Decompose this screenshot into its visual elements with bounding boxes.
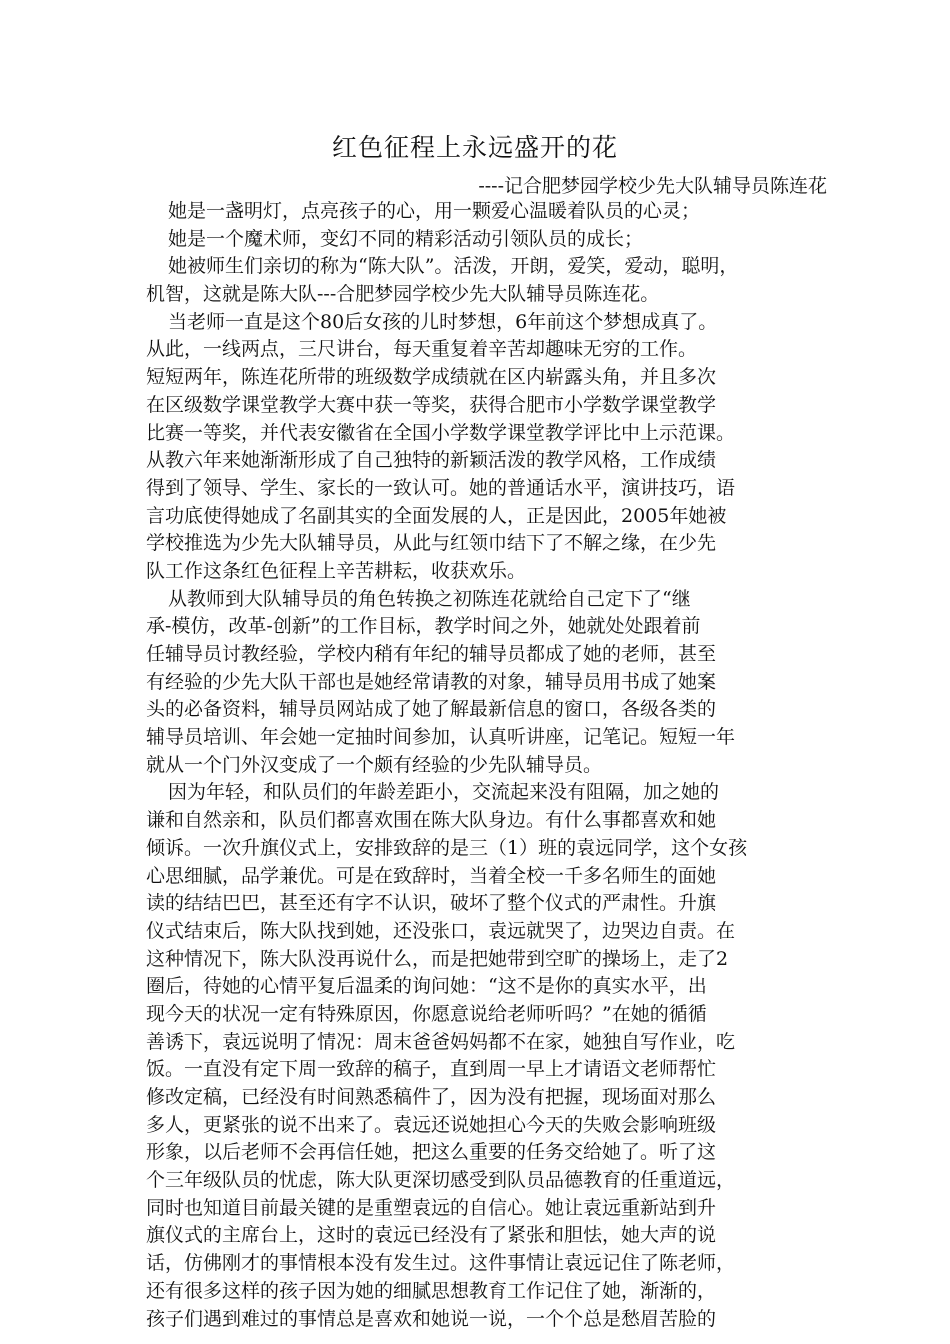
text-line: 得到了领导、学生、家长的一致认可。她的普通话水平，演讲技巧，语 [146, 476, 736, 499]
text-line: 同时也知道目前最关键的是重塑袁远的自信心。她让袁远重新站到升 [146, 1196, 717, 1219]
text-line: 这种情况下，陈大队没再说什么，而是把她带到空旷的操场上，走了2 [146, 947, 729, 970]
text-line: 饭。一直没有定下周一致辞的稿子，直到周一早上才请语文老师帮忙 [146, 1058, 717, 1081]
text-line: 倾诉。一次升旗仪式上，安排致辞的是三（1）班的袁远同学，这个女孩 [146, 836, 748, 859]
document-title: 红色征程上永远盛开的花 [331, 133, 618, 162]
text-line: 她是一个魔术师，变幻不同的精彩活动引领队员的成长； [168, 227, 644, 250]
text-line: 读的结结巴巴，甚至还有字不认识，破坏了整个仪式的严肃性。升旗 [146, 892, 717, 915]
text-line: 因为年轻，和队员们的年龄差距小，交流起来没有阻隔，加之她的 [168, 781, 720, 804]
text-line: 修改定稿，已经没有时间熟悉稿件了，因为没有把握，现场面对那么 [146, 1086, 717, 1108]
text-line: 话，仿佛刚才的事情根本没有发生过。这件事情让袁远记住了陈老师， [146, 1252, 736, 1275]
text-line: 善诱下，袁远说明了情况：周末爸爸妈妈都不在家，她独自写作业，吃 [146, 1030, 736, 1053]
text-line: 学校推选为少先大队辅导员，从此与红领巾结下了不解之缘，在少先 [146, 532, 717, 555]
text-line: 有经验的少先大队干部也是她经常请教的对象，辅导员用书成了她案 [146, 670, 717, 693]
text-line: 还有很多这样的孩子因为她的细腻思想教育工作记住了她，渐渐的， [146, 1279, 717, 1302]
text-line: 承-模仿，改革-创新”的工作目标，教学时间之外，她就处处跟着前 [146, 615, 701, 638]
text-line: 当老师一直是这个80后女孩的儿时梦想，6年前这个梦想成真了。 [168, 310, 718, 333]
text-line: 形象，以后老师不会再信任她，把这么重要的任务交给她了。听了这 [146, 1141, 717, 1164]
text-line: 辅导员培训、年会她一定抽时间参加，认真听讲座，记笔记。短短一年 [146, 726, 736, 749]
text-line: 短短两年，陈连花所带的班级数学成绩就在区内崭露头角，并且多次 [146, 366, 717, 389]
text-line: 队工作这条红色征程上辛苦耕耘，收获欢乐。 [146, 559, 527, 582]
text-line: 从此，一线两点，三尺讲台，每天重复着辛苦却趣味无穷的工作。 [146, 338, 698, 361]
text-line: 言功底使得她成了名副其实的全面发展的人，正是因此，2005年她被 [146, 504, 727, 527]
text-line: 心思细腻，品学兼优。可是在致辞时，当着全校一千多名师生的面她 [146, 864, 717, 887]
text-line: 圈后，待她的心情平复后温柔的询问她：“这不是你的真实水平，出 [146, 975, 707, 998]
text-line: 机智，这就是陈大队---合肥梦园学校少先大队辅导员陈连花。 [146, 283, 660, 306]
text-line: 个三年级队员的忧虑，陈大队更深切感受到队员品德教育的任重道远， [146, 1169, 736, 1192]
document-body [146, 198, 828, 1333]
text-line: 仪式结束后，陈大队找到她，还没张口，袁远就哭了，边哭边自责。在 [146, 919, 736, 942]
text-line: 谦和自然亲和，队员们都喜欢围在陈大队身边。有什么事都喜欢和她 [146, 809, 717, 832]
text-line: 任辅导员讨教经验，学校内稍有年纪的辅导员都成了她的老师，甚至 [146, 643, 717, 665]
text-line: 比赛一等奖，并代表安徽省在全国小学数学课堂教学评比中上示范课。 [146, 421, 736, 444]
text-line: 旗仪式的主席台上，这时的袁远已经没有了紧张和胆怯，她大声的说 [146, 1224, 717, 1247]
text-line: 从教师到大队辅导员的角色转换之初陈连花就给自己定下了“继 [168, 587, 691, 610]
text-line: 多人，更紧张的说不出来了。袁远还说她担心今天的失败会影响班级 [146, 1113, 717, 1136]
document-subtitle: ----记合肥梦园学校少先大队辅导员陈连花 [478, 175, 827, 197]
text-line: 从教六年来她渐渐形成了自己独特的新颖活泼的教学风格，工作成绩 [146, 449, 717, 472]
text-line: 就从一个门外汉变成了一个颇有经验的少先队辅导员。 [146, 753, 603, 776]
text-line: 她被师生们亲切的称为“陈大队”。活泼，开朗，爱笑，爱动，聪明， [168, 255, 739, 278]
text-line: 现今天的状况一定有特殊原因，你愿意说给老师听吗？”在她的循循 [146, 1002, 707, 1025]
text-line: 头的必备资料，辅导员网站成了她了解最新信息的窗口，各级各类的 [146, 698, 717, 721]
text-line: 在区级数学课堂教学大赛中获一等奖，获得合肥市小学数学课堂教学 [146, 393, 717, 416]
text-line: 孩子们遇到难过的事情总是喜欢和她说一说，一个个总是愁眉苦脸的 [146, 1307, 717, 1330]
text-line: 她是一盏明灯，点亮孩子的心，用一颗爱心温暖着队员的心灵； [168, 200, 701, 222]
